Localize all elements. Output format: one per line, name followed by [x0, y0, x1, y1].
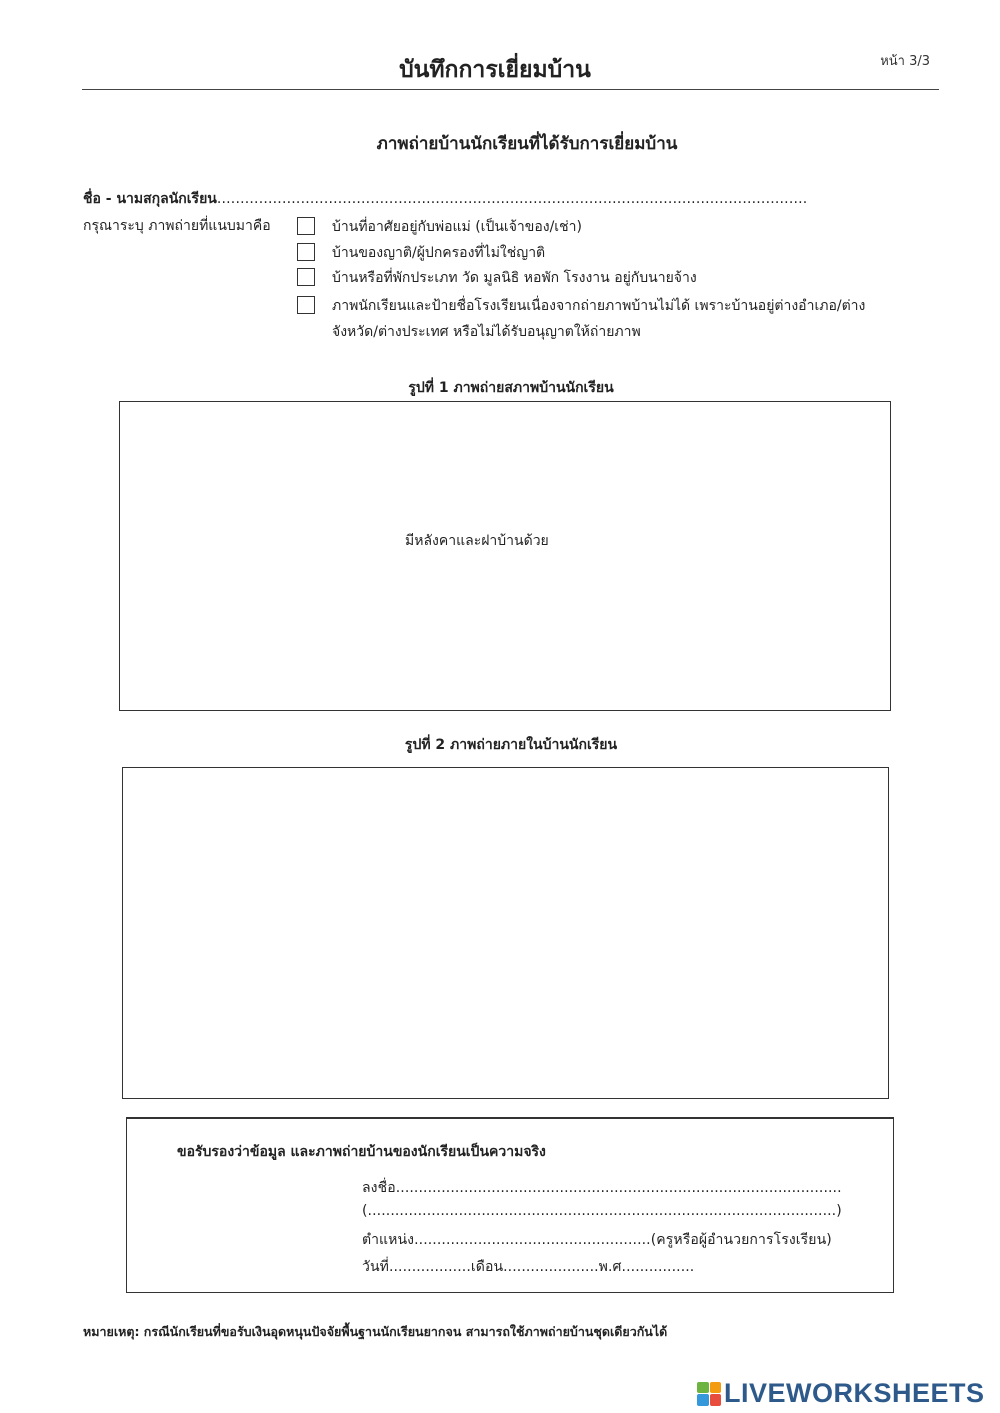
- option-label: บ้านที่อาศัยอยู่กับพ่อแม่ (เป็นเจ้าของ/เช่า): [332, 219, 582, 235]
- photo-type-option: [297, 296, 872, 345]
- certification-box: [126, 1117, 894, 1293]
- student-name-line: [83, 188, 807, 210]
- student-name-label: ชื่อ - นามสกุลนักเรียน: [83, 191, 217, 207]
- signer-name-line[interactable]: (.......................................................................................................): [362, 1203, 842, 1219]
- photo-type-option: [297, 217, 582, 240]
- photo-type-option: [297, 268, 697, 291]
- option-checkbox[interactable]: [297, 217, 315, 235]
- liveworksheets-branding: [697, 1378, 985, 1409]
- photo-type-option: [297, 243, 545, 266]
- document-title: บันทึกการเยี่ยมบ้าน: [399, 57, 591, 83]
- remark-note: หมายเหตุ: กรณีนักเรียนที่ขอรับเงินอุดหนุนปัจจัยพื้นฐานนักเรียนยากจน สามารถใช้ภาพถ่ายบ้านชุดเดียวกันได้: [83, 1324, 668, 1339]
- figure-1-caption: รูปที่ 1 ภาพถ่ายสภาพบ้านนักเรียน: [408, 380, 614, 396]
- title-divider: [82, 89, 939, 90]
- signature-line[interactable]: ลงชื่อ..................................................................................................: [362, 1180, 842, 1196]
- figure-1-note[interactable]: มีหลังคาและฝาบ้านด้วย: [405, 533, 549, 549]
- option-checkbox[interactable]: [297, 268, 315, 286]
- certification-title: ขอรับรองว่าข้อมูล และภาพถ่ายบ้านของนักเรียนเป็นความจริง: [177, 1144, 546, 1160]
- option-checkbox[interactable]: [297, 243, 315, 261]
- option-label: บ้านหรือที่พักประเภท วัด มูลนิธิ หอพัก โรงงาน อยู่กับนายจ้าง: [332, 270, 697, 286]
- section-title: ภาพถ่ายบ้านนักเรียนที่ได้รับการเยี่ยมบ้าน: [376, 134, 678, 154]
- position-line[interactable]: ตำแหน่ง....................................................(ครูหรือผู้อำนวยการโรงเรียน): [362, 1232, 832, 1248]
- brand-text: LIVEWORKSHEETS: [724, 1378, 985, 1408]
- option-label: ภาพนักเรียนและป้ายชื่อโรงเรียนเนื่องจากถ่ายภาพบ้านไม่ได้ เพราะบ้านอยู่ต่างอำเภอ/ต่างจังหวัด/ต่างประเทศ หรือไม่ได้รับอนุญาตให้ถ่ายภาพ: [332, 298, 866, 340]
- option-checkbox[interactable]: [297, 296, 315, 314]
- photo-type-label: กรุณาระบุ ภาพถ่ายที่แนบมาคือ: [83, 218, 271, 234]
- figure-2-photo-box[interactable]: [122, 767, 889, 1099]
- student-name-field[interactable]: ...............................................................................................................................: [216, 191, 808, 207]
- figure-2-caption: รูปที่ 2 ภาพถ่ายภายในบ้านนักเรียน: [404, 737, 618, 753]
- liveworksheets-logo-icon: [697, 1382, 721, 1406]
- figure-1-photo-box[interactable]: [119, 401, 891, 711]
- option-label: บ้านของญาติ/ผู้ปกครองที่ไม่ใช่ญาติ: [332, 245, 546, 261]
- date-line[interactable]: วันที่..................เดือน.....................พ.ศ................: [362, 1259, 695, 1275]
- page-number: หน้า 3/3: [880, 54, 930, 69]
